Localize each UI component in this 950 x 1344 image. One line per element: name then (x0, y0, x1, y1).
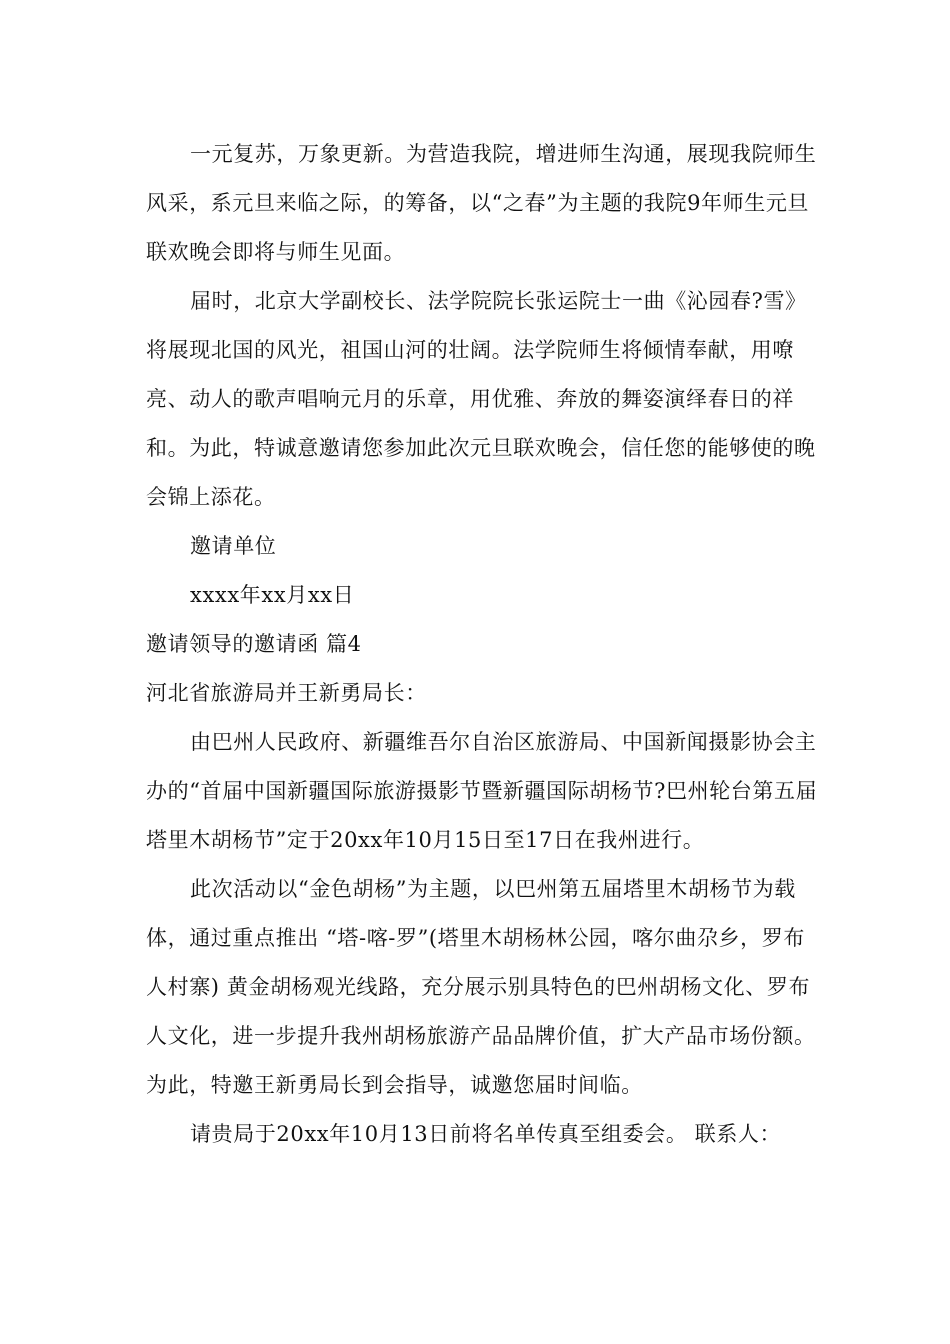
document-body (146, 130, 826, 1159)
paragraph-program: 届时，北京大学副校长、法学院院长张运院士一曲《沁园春?雪》将展现北国的风光，祖国山河的壮阔。法学院师生将倾情奉献，用嘹亮、动人的歌声唱响元月的乐章，用优雅、奔放的舞姿演绎春日的祥和。为此，特诚意邀请您参加此次元旦联欢晚会，信任您的能够使的晚会锦上添花。 (146, 289, 816, 509)
paragraph-theme: 此次活动以“金色胡杨”为主题，以巴州第五届塔里木胡杨节为载体，通过重点推出 “塔-喀-罗”(塔里木胡杨林公园，喀尔曲尕乡，罗布人村寨) 黄金胡杨观光线路，充分展示别具特色的巴州胡杨文化、罗布人文化，进一步提升我州胡杨旅游产品品牌价值，扩大产品市场份额。为此，特邀王新勇局长到会指导，诚邀您届时间临。 (146, 877, 816, 1097)
section-title: 邀请领导的邀请函 篇4 (146, 632, 362, 656)
date-line: xxxx年xx月xx日 (190, 583, 355, 607)
paragraph-event: 由巴州人民政府、新疆维吾尔自治区旅游局、中国新闻摄影协会主办的“首届中国新疆国际旅游摄影节暨新疆国际胡杨节?巴州轮台第五届塔里木胡杨节”定于20xx年10月15日至17日在我州进行。 (146, 730, 818, 852)
inviting-unit: 邀请单位 (190, 534, 277, 558)
paragraph-request: 请贵局于20xx年10月13日前将名单传真至组委会。 联系人： (190, 1122, 782, 1146)
paragraph-intro: 一元复苏，万象更新。为营造我院，增进师生沟通，展现我院师生风采，系元旦来临之际，的筹备，以“之春”为主题的我院9年师生元旦联欢晚会即将与师生见面。 (146, 142, 817, 264)
salutation: 河北省旅游局并王新勇局长： (146, 681, 427, 705)
